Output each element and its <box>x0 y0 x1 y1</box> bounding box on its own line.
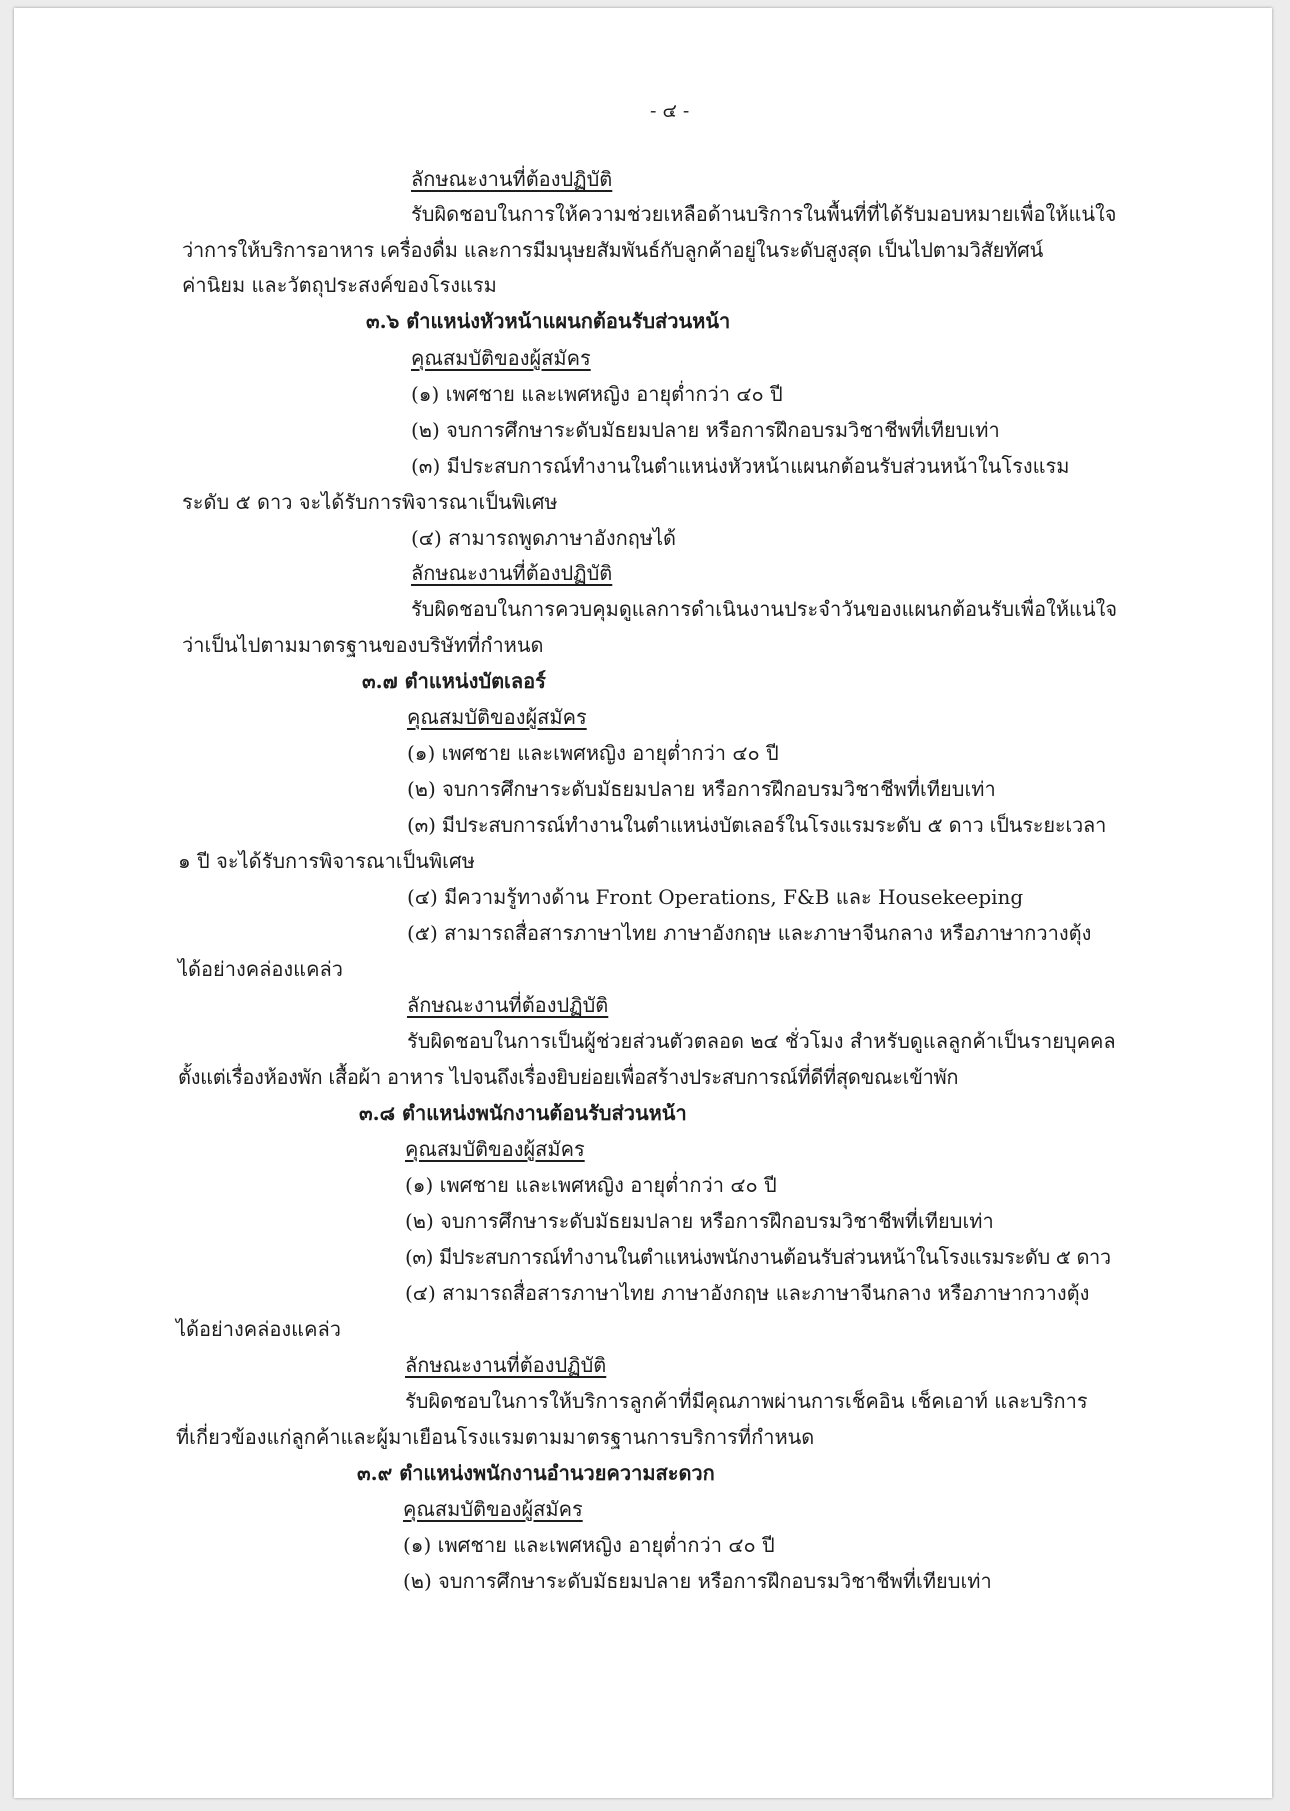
sec38-qual-3: (๓) มีประสบการณ์ทำงานในตำแหน่งพนักงานต้อนรับส่วนหน้าในโรงแรมระดับ ๕ ดาว <box>405 1245 1111 1269</box>
sec35-duties-line-2: ว่าการให้บริการอาหาร เครื่องดื่ม และการมีมนุษยสัมพันธ์กับลูกค้าอยู่ในระดับสูงสุด เป็นไปตามวิสัยทัศน์ <box>182 238 1044 262</box>
sec37-qual-5: (๕) สามารถสื่อสารภาษาไทย ภาษาอังกฤษ และภาษาจีนกลาง หรือภาษากวางตุ้ง <box>407 921 1092 945</box>
sec36-qual-heading: คุณสมบัติของผู้สมัคร <box>411 346 591 370</box>
sec38-duties-heading: ลักษณะงานที่ต้องปฏิบัติ <box>405 1353 607 1377</box>
sec37-duties-heading: ลักษณะงานที่ต้องปฏิบัติ <box>407 993 609 1017</box>
sec39-title: ๓.๙ ตำแหน่งพนักงานอำนวยความสะดวก <box>357 1461 715 1485</box>
sec37-title: ๓.๗ ตำแหน่งบัตเลอร์ <box>362 669 546 693</box>
page-number: - ๔ - <box>650 100 690 122</box>
sec37-qual-4: (๔) มีความรู้ทางด้าน Front Operations, F&B และ Housekeeping <box>407 885 1024 909</box>
sec39-qual-2: (๒) จบการศึกษาระดับมัธยมปลาย หรือการฝึกอบรมวิชาชีพที่เทียบเท่า <box>403 1569 992 1593</box>
sec36-duties-line-1: รับผิดชอบในการควบคุมดูแลการดำเนินงานประจำวันของแผนกต้อนรับเพื่อให้แน่ใจ <box>411 597 1118 621</box>
sec36-qual-1: (๑) เพศชาย และเพศหญิง อายุต่ำกว่า ๔๐ ปี <box>411 382 783 406</box>
sec35-duties-heading: ลักษณะงานที่ต้องปฏิบัติ <box>411 167 613 191</box>
sec37-qual-heading: คุณสมบัติของผู้สมัคร <box>407 705 587 729</box>
sec36-qual-3: (๓) มีประสบการณ์ทำงานในตำแหน่งหัวหน้าแผนกต้อนรับส่วนหน้าในโรงแรม <box>411 454 1070 478</box>
sec36-duties-heading: ลักษณะงานที่ต้องปฏิบัติ <box>411 561 613 585</box>
sec36-title: ๓.๖ ตำแหน่งหัวหน้าแผนกต้อนรับส่วนหน้า <box>366 309 731 333</box>
sec38-duties-line-2: ที่เกี่ยวข้องแก่ลูกค้าและผู้มาเยือนโรงแรมตามมาตรฐานการบริการที่กำหนด <box>176 1425 815 1449</box>
sec35-duties-line-3: ค่านิยม และวัตถุประสงค์ของโรงแรม <box>182 273 497 297</box>
sec39-qual-heading: คุณสมบัติของผู้สมัคร <box>403 1497 583 1521</box>
sec38-qual-4: (๔) สามารถสื่อสารภาษาไทย ภาษาอังกฤษ และภาษาจีนกลาง หรือภาษากวางตุ้ง <box>405 1281 1090 1305</box>
sec37-qual-3-cont: ๑ ปี จะได้รับการพิจารณาเป็นพิเศษ <box>178 849 475 873</box>
sec35-duties-line-1: รับผิดชอบในการให้ความช่วยเหลือด้านบริการในพื้นที่ที่ได้รับมอบหมายเพื่อให้แน่ใจ <box>411 202 1117 226</box>
sec36-qual-2: (๒) จบการศึกษาระดับมัธยมปลาย หรือการฝึกอบรมวิชาชีพที่เทียบเท่า <box>411 418 1000 442</box>
sec37-duties-line-1: รับผิดชอบในการเป็นผู้ช่วยส่วนตัวตลอด ๒๔ ชั่วโมง สำหรับดูแลลูกค้าเป็นรายบุคคล <box>407 1029 1116 1053</box>
sec38-qual-heading: คุณสมบัติของผู้สมัคร <box>405 1137 585 1161</box>
sec37-qual-3: (๓) มีประสบการณ์ทำงานในตำแหน่งบัตเลอร์ในโรงแรมระดับ ๕ ดาว เป็นระยะเวลา <box>407 813 1107 837</box>
sec37-qual-1: (๑) เพศชาย และเพศหญิง อายุต่ำกว่า ๔๐ ปี <box>407 741 779 765</box>
document-page <box>14 8 1272 1798</box>
sec37-qual-2: (๒) จบการศึกษาระดับมัธยมปลาย หรือการฝึกอบรมวิชาชีพที่เทียบเท่า <box>407 777 996 801</box>
sec36-duties-line-2: ว่าเป็นไปตามมาตรฐานของบริษัทที่กำหนด <box>182 633 544 657</box>
sec39-qual-1: (๑) เพศชาย และเพศหญิง อายุต่ำกว่า ๔๐ ปี <box>403 1533 775 1557</box>
sec38-qual-1: (๑) เพศชาย และเพศหญิง อายุต่ำกว่า ๔๐ ปี <box>405 1173 777 1197</box>
sec36-qual-3-cont: ระดับ ๕ ดาว จะได้รับการพิจารณาเป็นพิเศษ <box>182 490 558 514</box>
sec38-duties-line-1: รับผิดชอบในการให้บริการลูกค้าที่มีคุณภาพผ่านการเช็คอิน เช็คเอาท์ และบริการ <box>405 1389 1088 1413</box>
sec36-qual-4: (๔) สามารถพูดภาษาอังกฤษได้ <box>411 526 677 550</box>
sec38-qual-2: (๒) จบการศึกษาระดับมัธยมปลาย หรือการฝึกอบรมวิชาชีพที่เทียบเท่า <box>405 1209 994 1233</box>
sec38-qual-4-cont: ได้อย่างคล่องแคล่ว <box>176 1317 341 1341</box>
sec38-title: ๓.๘ ตำแหน่งพนักงานต้อนรับส่วนหน้า <box>359 1101 687 1125</box>
sec37-duties-line-2: ตั้งแต่เรื่องห้องพัก เสื้อผ้า อาหาร ไปจนถึงเรื่องยิบย่อยเพื่อสร้างประสบการณ์ที่ดีที่สุดขณะเข้าพัก <box>178 1065 959 1089</box>
sec37-qual-5-cont: ได้อย่างคล่องแคล่ว <box>178 957 343 981</box>
